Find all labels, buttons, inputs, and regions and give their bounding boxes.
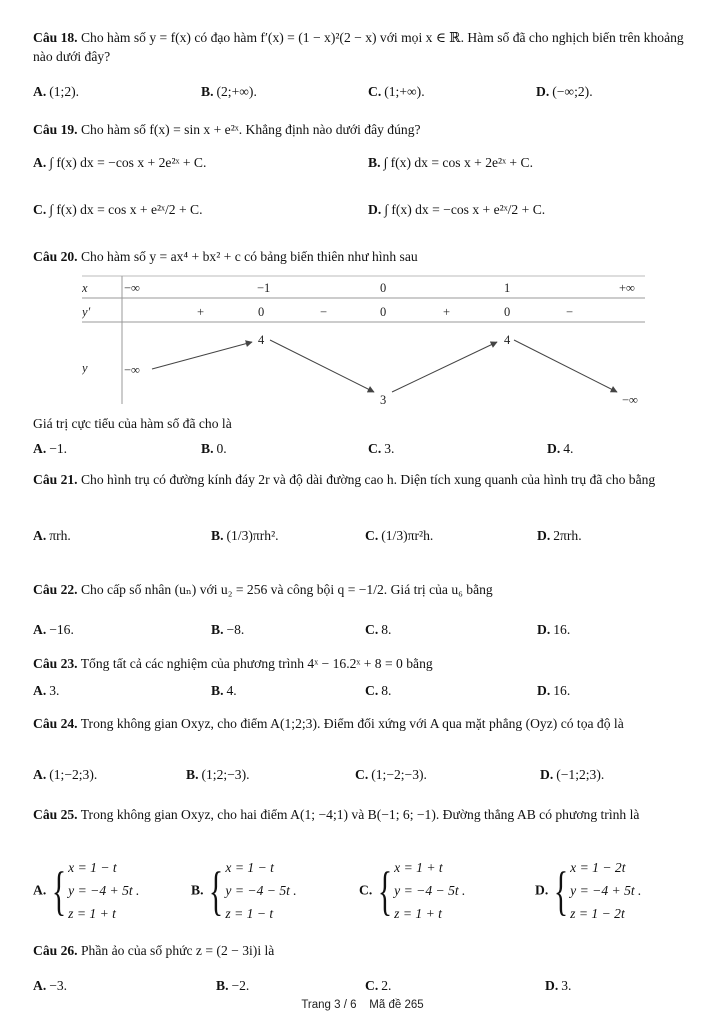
option-c[interactable]: C. (1/3)πr²h. <box>365 528 434 543</box>
option-b[interactable]: B. { x = 1 − t y = −4 − 5t . z = 1 − t <box>191 860 297 921</box>
increase-arrow <box>152 342 252 369</box>
option-c[interactable]: C. 2. <box>365 978 392 993</box>
question-26 <box>33 941 693 960</box>
option-a[interactable]: A. ∫ f(x) dx = −cos x + 2e²ˣ + C. <box>33 155 207 170</box>
option-c[interactable]: C. 8. <box>365 683 392 698</box>
y-value: −∞ <box>124 363 140 377</box>
table-label-x: x <box>82 281 88 295</box>
decrease-arrow <box>514 340 617 392</box>
option-b[interactable]: B. 0. <box>201 441 227 456</box>
question-label: Câu 19. <box>33 122 78 137</box>
question-20-prompt: Giá trị cực tiểu của hàm số đã cho là <box>33 416 232 431</box>
question-label: Câu 20. <box>33 249 78 264</box>
option-c[interactable]: C. (1;+∞). <box>368 84 425 99</box>
page-number: Trang 3 / 6 <box>301 999 357 1011</box>
x-value: −∞ <box>124 281 140 295</box>
question-label: Câu 24. <box>33 716 78 731</box>
option-a[interactable]: A. −16. <box>33 622 74 637</box>
options-20 <box>33 441 693 463</box>
option-b[interactable]: B. −2. <box>216 978 250 993</box>
question-text: Phần ảo của số phức z = (2 − 3i)i là <box>77 943 275 958</box>
question-label: Câu 25. <box>33 807 78 822</box>
option-a[interactable]: A. −1. <box>33 441 68 456</box>
option-d[interactable]: D. 3. <box>545 978 572 993</box>
exam-code: Mã đề 265 <box>369 999 424 1011</box>
options-24 <box>33 767 693 789</box>
option-c[interactable]: C. 3. <box>368 441 395 456</box>
options-21 <box>33 528 693 550</box>
option-a[interactable]: A. (1;−2;3). <box>33 767 98 782</box>
question-text: Trong không gian Oxyz, cho điểm A(1;2;3). Điểm đối xứng với A qua mặt phẳng (Oyz) có tọa độ là <box>77 716 624 731</box>
yprime-sign: − <box>320 305 328 319</box>
options-25 <box>33 856 693 926</box>
question-label: Câu 22. <box>33 582 78 597</box>
option-d[interactable]: D. 16. <box>537 683 571 698</box>
option-c[interactable]: C. (1;−2;−3). <box>355 767 427 782</box>
question-text: Tổng tất cả các nghiệm của phương trình 4ˣ − 16.2ˣ + 8 = 0 bằng <box>77 656 433 671</box>
question-22 <box>33 580 693 599</box>
option-c[interactable]: C. { x = 1 + t y = −4 − 5t . z = 1 + t <box>359 860 466 921</box>
question-18 <box>33 28 693 66</box>
x-value: −1 <box>257 281 271 295</box>
question-text: Cho hàm số y = ax⁴ + bx² + c có bảng biến thiên như hình sau <box>77 249 418 264</box>
increase-arrow <box>392 342 497 392</box>
question-23 <box>33 654 693 673</box>
options-18 <box>33 84 693 106</box>
option-c[interactable]: C. ∫ f(x) dx = cos x + e²ˣ/2 + C. <box>33 202 203 217</box>
question-25 <box>33 805 693 824</box>
y-value: 3 <box>380 393 387 406</box>
options-22 <box>33 622 693 644</box>
question-label: Câu 23. <box>33 656 78 671</box>
option-d[interactable]: D. (−1;2;3). <box>540 767 605 782</box>
x-value: 1 <box>504 281 511 295</box>
y-value: −∞ <box>622 393 638 406</box>
option-b[interactable]: B. ∫ f(x) dx = cos x + 2e²ˣ + C. <box>368 155 533 170</box>
page-footer <box>0 999 725 1011</box>
y-value: 4 <box>504 333 511 347</box>
table-label-y: y <box>82 361 88 375</box>
question-label: Câu 21. <box>33 472 78 487</box>
question-text: Cho hình trụ có đường kính đáy 2r và độ dài đường cao h. Diện tích xung quanh của hình trụ đã cho bằng <box>77 472 656 487</box>
x-value: 0 <box>380 281 387 295</box>
yprime-sign: 0 <box>380 305 387 319</box>
options-19-row1 <box>33 155 693 177</box>
yprime-sign: + <box>197 305 205 319</box>
x-value: +∞ <box>619 281 635 295</box>
question-text: Cho hàm số y = f(x) có đạo hàm f′(x) = (1 − x)²(2 − x) với mọi x ∈ ℝ. Hàm số đã cho nghịch biến trên khoảng nào dưới đây? <box>33 30 684 64</box>
option-b[interactable]: B. (1;2;−3). <box>186 767 250 782</box>
option-a[interactable]: A. { x = 1 − t y = −4 + 5t . z = 1 + t <box>33 860 140 921</box>
options-23 <box>33 683 693 705</box>
question-text: Trong không gian Oxyz, cho hai điểm A(1; −4;1) và B(−1; 6; −1). Đường thẳng AB có phương trình là <box>77 807 640 822</box>
question-19 <box>33 120 693 139</box>
y-value: 4 <box>258 333 265 347</box>
yprime-sign: − <box>566 305 574 319</box>
option-c[interactable]: C. 8. <box>365 622 392 637</box>
yprime-sign: 0 <box>258 305 265 319</box>
question-21 <box>33 470 693 489</box>
options-19-row2 <box>33 202 693 224</box>
table-label-yprime: y′ <box>82 305 91 319</box>
option-d[interactable]: D. 2πrh. <box>537 528 582 543</box>
options-26 <box>33 978 693 1000</box>
option-b[interactable]: B. −8. <box>211 622 245 637</box>
option-d[interactable]: D. 4. <box>547 441 574 456</box>
question-text: Cho cấp số nhân (uₙ) với u₂ = 256 và công bội q = −1/2. Giá trị của u₆ bằng <box>77 582 493 597</box>
option-a[interactable]: A. πrh. <box>33 528 71 543</box>
question-24 <box>33 714 693 733</box>
question-label: Câu 18. <box>33 30 78 45</box>
question-label: Câu 26. <box>33 943 78 958</box>
option-d[interactable]: D. (−∞;2). <box>536 84 593 99</box>
option-d[interactable]: D. { x = 1 − 2t y = −4 + 5t . z = 1 − 2t <box>535 860 642 921</box>
option-a[interactable]: A. 3. <box>33 683 60 698</box>
option-d[interactable]: D. 16. <box>537 622 571 637</box>
option-a[interactable]: A. −3. <box>33 978 68 993</box>
option-b[interactable]: B. 4. <box>211 683 237 698</box>
yprime-sign: + <box>443 305 451 319</box>
question-text: Cho hàm số f(x) = sin x + e²ˣ. Khẳng định nào dưới đây đúng? <box>77 122 421 137</box>
option-a[interactable]: A. (1;2). <box>33 84 80 99</box>
yprime-sign: 0 <box>504 305 511 319</box>
option-b[interactable]: B. (2;+∞). <box>201 84 257 99</box>
decrease-arrow <box>270 340 374 392</box>
option-d[interactable]: D. ∫ f(x) dx = −cos x + e²ˣ/2 + C. <box>368 202 546 217</box>
variation-table <box>82 274 645 406</box>
question-20 <box>33 247 693 266</box>
option-b[interactable]: B. (1/3)πrh². <box>211 528 279 543</box>
